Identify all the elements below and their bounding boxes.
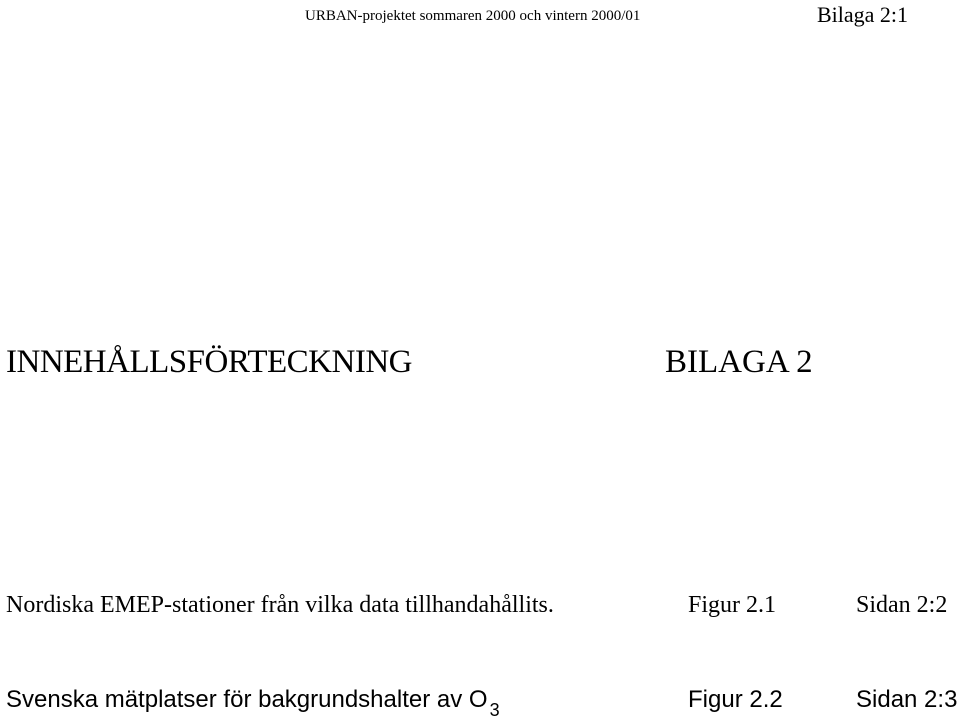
toc-appendix-label: BILAGA 2 bbox=[665, 344, 813, 380]
toc-entry-text-main: Svenska mätplatser för bakgrundshalter av O bbox=[6, 686, 488, 713]
running-header-project: URBAN-projektet sommaren 2000 och vintern 2000/01 bbox=[305, 8, 641, 24]
toc-entry-text bbox=[6, 686, 500, 720]
toc-entry-page: Sidan 2:3 bbox=[856, 686, 958, 713]
toc-entry bbox=[0, 684, 960, 724]
toc-entry-figure: Figur 2.1 bbox=[688, 592, 777, 618]
toc-title: INNEHÅLLSFÖRTECKNING bbox=[6, 344, 412, 380]
toc-entry-page: Sidan 2:2 bbox=[856, 592, 948, 618]
toc-entry bbox=[0, 592, 960, 632]
running-header-appendix: Bilaga 2:1 bbox=[816, 2, 908, 27]
toc-entry-subscript: 3 bbox=[489, 700, 500, 720]
toc-entry-figure: Figur 2.2 bbox=[688, 686, 783, 713]
toc-entry-text: Nordiska EMEP-stationer från vilka data tillhandahållits. bbox=[6, 592, 554, 618]
